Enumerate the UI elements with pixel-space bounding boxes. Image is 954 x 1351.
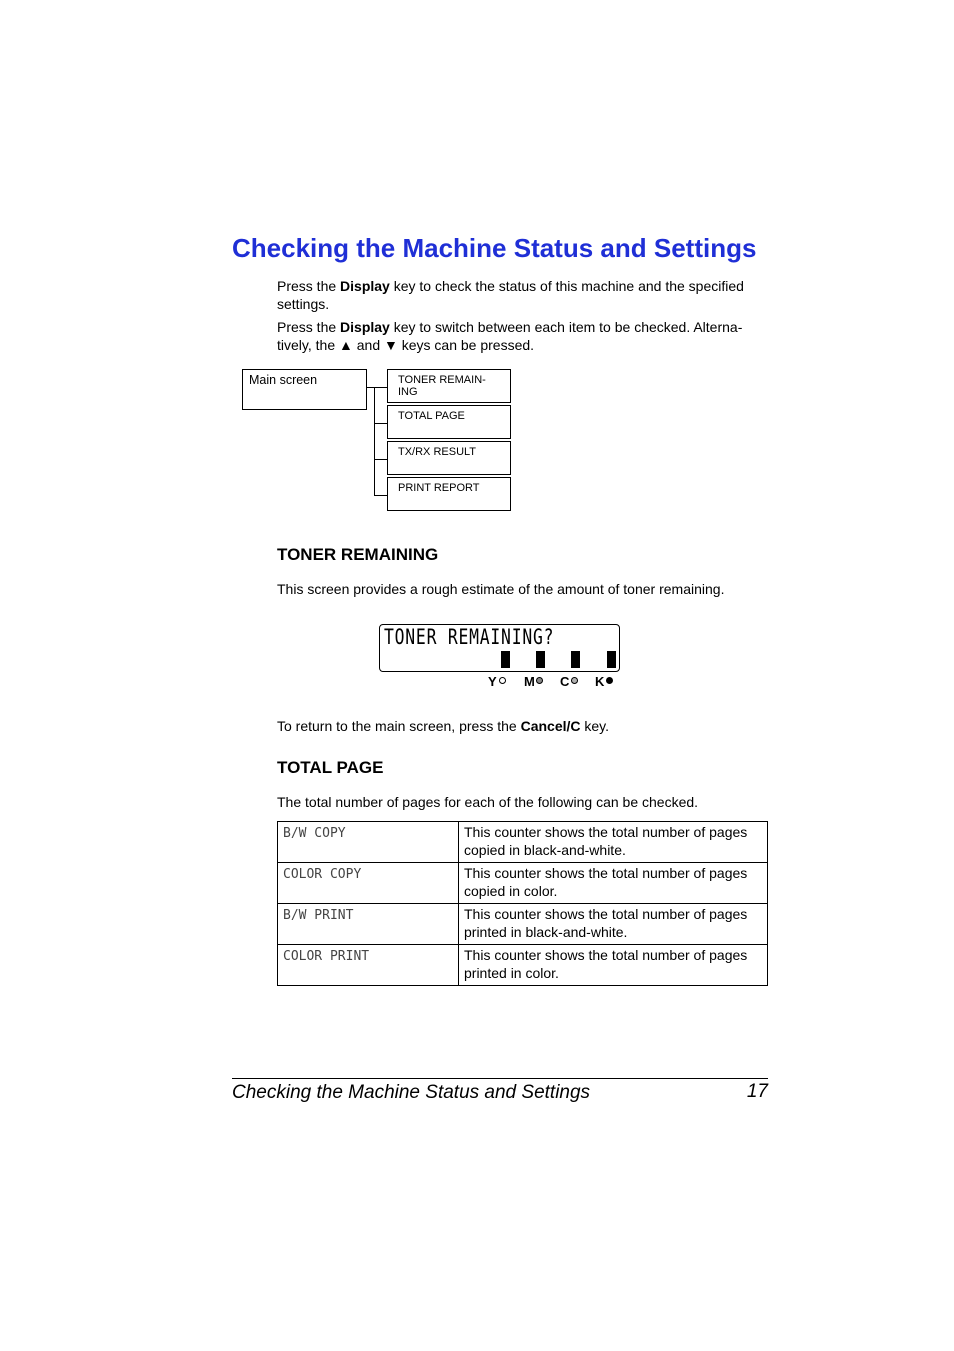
intro-text: key to switch between each item to be checked. Alterna-tively, the	[277, 319, 743, 353]
return-text: key.	[580, 718, 610, 734]
counter-code: B/W PRINT	[278, 904, 459, 945]
yellow-toner-dot-icon	[499, 677, 506, 684]
toner-label-black: K	[595, 674, 605, 689]
diagram-item-toner-remaining: TONER REMAIN-ING	[387, 369, 511, 403]
toner-label-yellow: Y	[488, 674, 497, 689]
toner-remaining-heading: TONER REMAINING	[277, 545, 439, 564]
diagram-connector	[374, 387, 387, 388]
display-key-label: Display	[340, 278, 390, 294]
diagram-connector	[374, 423, 387, 424]
intro-paragraph-2	[277, 319, 767, 354]
toner-bar-yellow	[501, 651, 510, 668]
intro-paragraph-1	[277, 278, 767, 313]
intro-text: key to check the status of this machine and the specified settings.	[277, 278, 744, 312]
page-number: 17	[746, 1081, 768, 1102]
intro-text: Press the	[277, 278, 341, 294]
counter-description: This counter shows the total number of pages printed in color.	[459, 945, 768, 986]
toner-label-magenta: M	[524, 674, 535, 689]
counter-code: B/W COPY	[278, 822, 459, 863]
cyan-toner-dot-icon	[571, 677, 578, 684]
intro-text: and	[352, 336, 384, 353]
toner-bar-cyan	[571, 651, 580, 668]
display-key-label: Display	[340, 319, 390, 335]
total-page-description: The total number of pages for each of the following can be checked.	[277, 794, 699, 810]
lcd-text: TONER REMAINING?	[384, 625, 555, 649]
return-text: To return to the main screen, press the	[277, 718, 521, 734]
total-page-heading: TOTAL PAGE	[277, 758, 384, 777]
diagram-connector	[374, 387, 375, 495]
toner-label-cyan: C	[560, 674, 570, 689]
diagram-main-screen: Main screen	[242, 369, 367, 410]
diagram-item-total-page: TOTAL PAGE	[387, 405, 511, 439]
counter-table	[277, 821, 768, 986]
counter-code: COLOR COPY	[278, 863, 459, 904]
up-arrow-icon: ▲	[339, 336, 353, 353]
down-arrow-icon: ▼	[384, 336, 398, 353]
toner-remaining-description: This screen provides a rough estimate of the amount of toner remaining.	[277, 581, 725, 597]
black-toner-dot-icon	[606, 677, 613, 684]
diagram-connector	[367, 387, 374, 388]
counter-description: This counter shows the total number of pages printed in black-and-white.	[459, 904, 768, 945]
counter-description: This counter shows the total number of pages copied in black-and-white.	[459, 822, 768, 863]
magenta-toner-dot-icon	[536, 677, 543, 684]
counter-description: This counter shows the total number of pages copied in color.	[459, 863, 768, 904]
toner-bar-magenta	[536, 651, 545, 668]
table-row	[278, 863, 768, 904]
lcd-display	[379, 624, 620, 672]
toner-bar-black	[607, 651, 616, 668]
footer-title: Checking the Machine Status and Settings	[232, 1082, 591, 1103]
table-row	[278, 945, 768, 986]
diagram-connector	[374, 459, 387, 460]
table-row	[278, 822, 768, 863]
diagram-item-txrx-result: TX/RX RESULT	[387, 441, 511, 475]
diagram-item-print-report: PRINT REPORT	[387, 477, 511, 511]
table-row	[278, 904, 768, 945]
cancel-key-label: Cancel/C	[520, 718, 581, 734]
counter-code: COLOR PRINT	[278, 945, 459, 986]
footer-divider	[232, 1078, 768, 1079]
page-title: Checking the Machine Status and Settings	[232, 233, 757, 263]
intro-text: keys can be pressed.	[397, 336, 535, 353]
return-instruction	[277, 718, 767, 736]
diagram-connector	[374, 495, 387, 496]
intro-text: Press the	[277, 319, 341, 335]
